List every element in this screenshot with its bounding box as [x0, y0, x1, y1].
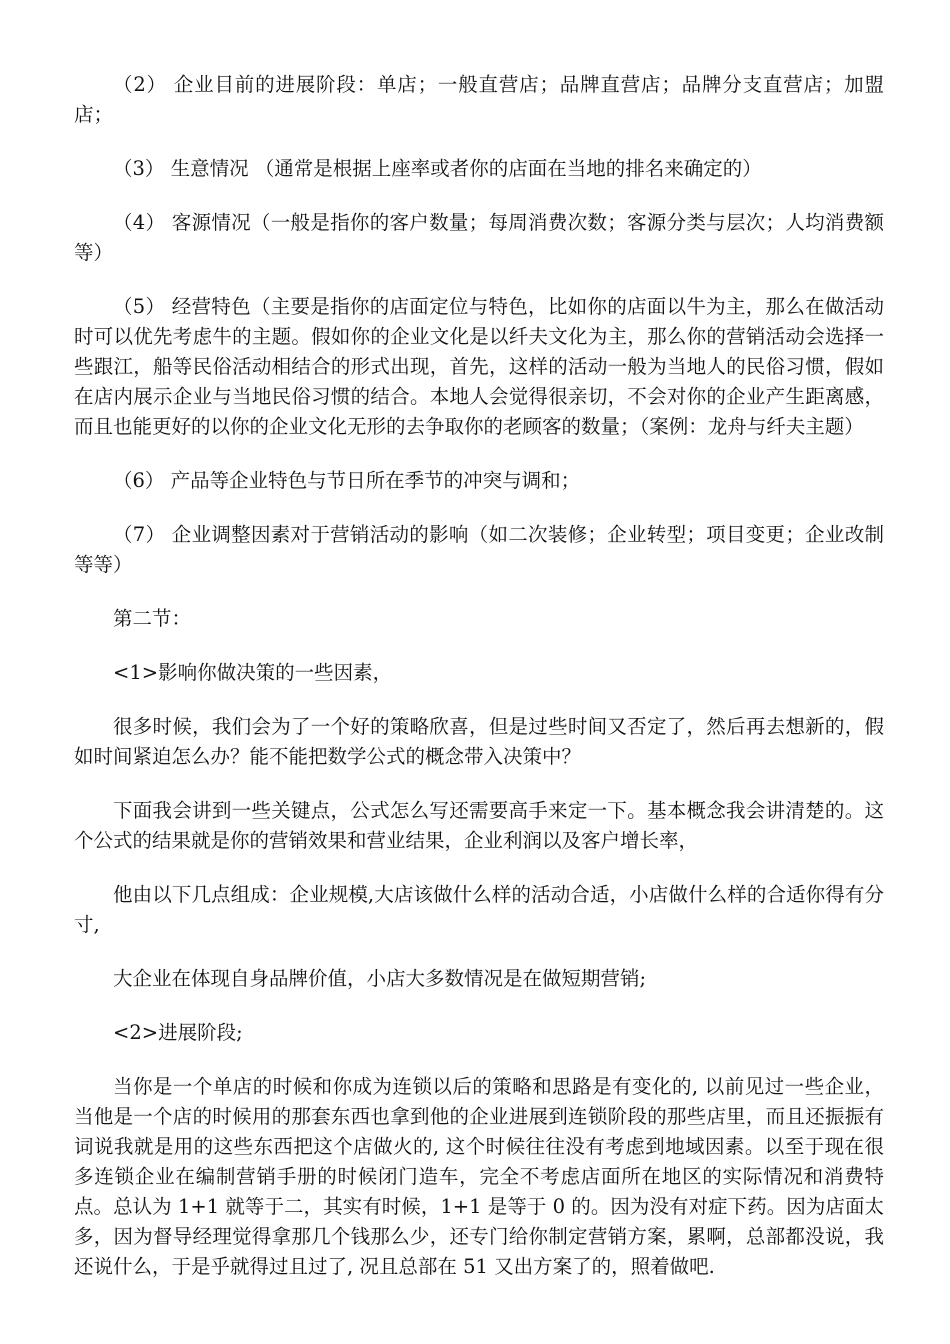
subheading-decision-factors: <1>影响你做决策的一些因素，	[113, 661, 393, 684]
paragraph-brand-value: 大企业在体现自身品牌价值，小店大多数情况是在做短期营销;	[113, 967, 647, 990]
paragraph-key-points: 下面我会讲到一些关键点，公式怎么写还需要高手来定一下。基本概念我会讲清楚的。这个公式的结果就是你的营销效果和营业结果，企业利润以及客户增长率，	[74, 799, 884, 852]
paragraph-item-2: （2） 企业目前的进展阶段：单店；一般直营店；品牌直营店；品牌分支直营店；加盟店；	[74, 73, 884, 126]
paragraph-item-6: （6） 产品等企业特色与节日所在季节的冲突与调和；	[113, 469, 581, 492]
section-heading: 第二节：	[113, 607, 192, 630]
subheading-development-stage: <2>进展阶段;	[113, 1021, 243, 1044]
paragraph-decision-intro: 很多时候，我们会为了一个好的策略欣喜，但是过些时间又否定了，然后再去想新的，假如时间紧迫怎么办？能不能把数学公式的概念带入决策中？	[74, 715, 884, 768]
paragraph-item-4: （4） 客源情况（一般是指你的客户数量；每周消费次数；客源分类与层次；人均消费额等）	[74, 211, 884, 264]
paragraph-item-3: （3） 生意情况 （通常是根据上座率或者你的店面在当地的排名来确定的）	[113, 157, 762, 180]
paragraph-item-7: （7） 企业调整因素对于营销活动的影响（如二次装修；企业转型；项目变更；企业改制等等）	[74, 523, 884, 576]
paragraph-item-5: （5） 经营特色（主要是指你的店面定位与特色，比如你的店面以牛为主，那么在做活动时可以优先考虑牛的主题。假如你的企业文化是以纤夫文化为主，那么你的营销活动会选择一些跟江，船等民俗活动相结合的形式出现，首先，这样的活动一般为当地人的民俗习惯，假如在店内展示企业与当地民俗习惯的结合。本地人会觉得很亲切，不会对你的企业产生距离感，而且也能更好的以你的企业文化无形的去争取你的老顾客的数量；（案例：龙舟与纤夫主题）	[74, 295, 884, 438]
paragraph-composition: 他由以下几点组成：企业规模,大店该做什么样的活动合适，小店做什么样的合适你得有分寸,	[74, 883, 884, 936]
paragraph-chain-strategy: 当你是一个单店的时候和你成为连锁以后的策略和思路是有变化的, 以前见过一些企业，当他是一个店的时候用的那套东西也拿到他的企业进展到连锁阶段的那些店里，而且还振振有词说我就是用的这些东西把这个店做火的, 这个时候往往没有考虑到地域因素。以至于现在很多连锁企业在编制营销手册的时候闭门造车，完全不考虑店面所在地区的实际情况和消费特点。总认为 1+1 就等于二，其实有时候，1+1 是等于 0 的。因为没有对症下药。因为店面太多，因为督导经理觉得拿那几个钱那么少，还专门给你制定营销方案，累啊，总部都没说，我还说什么，于是乎就得过且过了, 况且总部在 51 又出方案了的，照着做吧.	[74, 1075, 884, 1278]
document-page	[74, 70, 884, 1306]
